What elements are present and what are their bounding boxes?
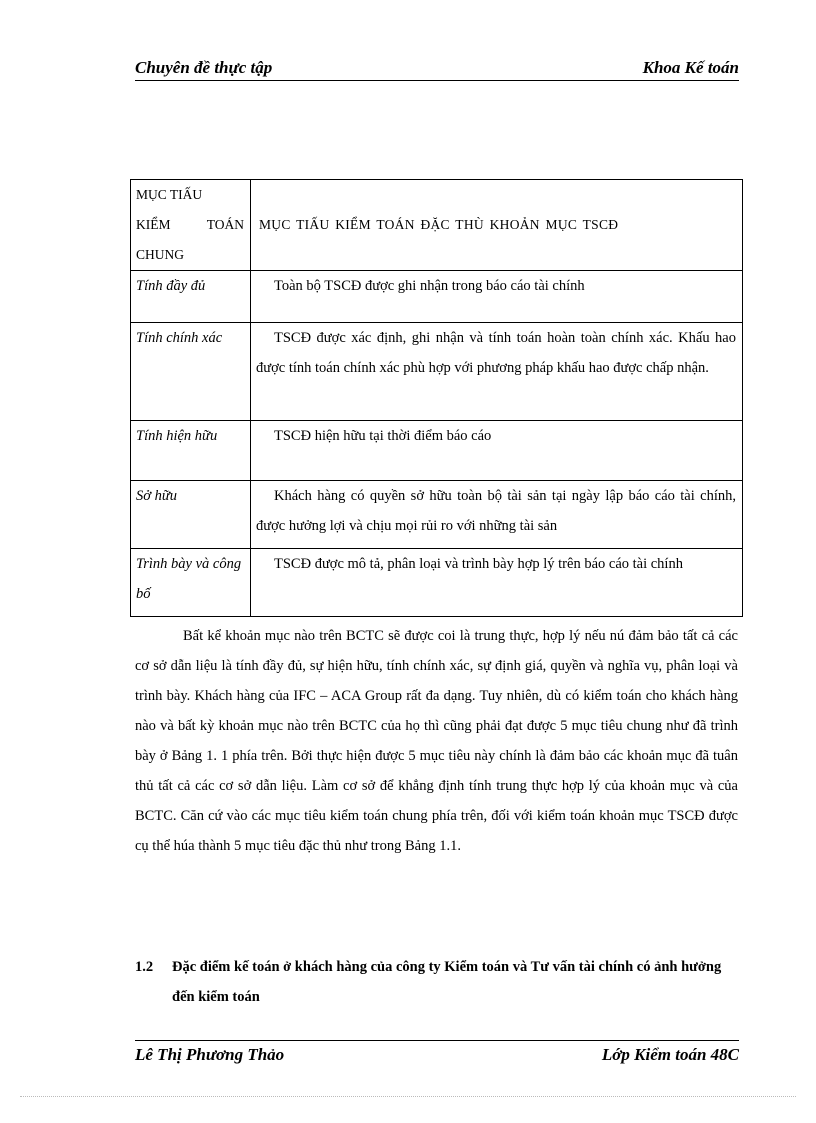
table-row <box>131 271 743 323</box>
page-footer <box>135 1040 739 1067</box>
row-description: TSCĐ được xác định, ghi nhận và tính toán hoàn toàn chính xác. Khấu hao được tính toán chính xác phù hợp với phương pháp khấu hao được chấp nhận. <box>251 323 743 421</box>
header-left-line: KIỂM TOÁN <box>136 217 244 232</box>
audit-objectives-table <box>130 179 743 617</box>
header-right-title: Khoa Kế toán <box>642 58 739 77</box>
table-row <box>131 549 743 617</box>
header-cell-specific-objectives: MỤC TIẤU KIỂM TOÁN ĐẶC THÙ KHOẢN MỤC TSCĐ <box>251 180 743 271</box>
header-left-title: Chuyên đề thực tập <box>135 58 273 77</box>
table-row <box>131 481 743 549</box>
header-cell-general-objectives <box>131 180 251 271</box>
page-header <box>135 58 739 81</box>
section-heading <box>135 952 735 1012</box>
header-left-line: CHUNG <box>136 247 185 262</box>
row-criterion: Tính chính xác <box>131 323 251 421</box>
row-description: Khách hàng có quyền sở hữu toàn bộ tài sản tại ngày lập báo cáo tài chính, được hưởng lợi và chịu mọi rủi ro với những tài sản <box>251 481 743 549</box>
row-criterion: Tính đầy đủ <box>131 271 251 323</box>
body-paragraph: Bất kể khoản mục nào trên BCTC sẽ được coi là trung thực, hợp lý nếu nú đảm bảo tất cả các cơ sở dẫn liệu là tính đầy đủ, sự hiện hữu, tính chính xác, sự định giá, quyền và nghĩa vụ, phân loại và trình bày. Khách hàng của IFC – ACA Group rất đa dạng. Tuy nhiên, dù có kiểm toán cho khách hàng nào và bất kỳ khoản mục nào trên BCTC của họ thì cũng phải đạt được 5 mục tiêu chung như đã trình bày ở Bảng 1. 1 phía trên. Bởi thực hiện được 5 mục tiêu này chính là đảm bảo các khoản mục đã tuân thủ tất cả các cơ sở dẫn liệu. Làm cơ sở để khẳng định tính trung thực hợp lý của khoản mục và của BCTC. Căn cứ vào các mục tiêu kiểm toán chung phía trên, đối với kiểm toán khoản mục TSCĐ được cụ thể húa thành 5 mục tiêu đặc thủ như trong Bảng 1.1. <box>135 628 738 854</box>
table-header-row <box>131 180 743 271</box>
row-description: TSCĐ hiện hữu tại thời điểm báo cáo <box>251 421 743 481</box>
header-left-line: MỤC TIẤU <box>136 187 203 202</box>
table-row <box>131 421 743 481</box>
footer-class: Lớp Kiểm toán 48C <box>601 1045 739 1064</box>
footer-author: Lê Thị Phương Thảo <box>135 1045 285 1064</box>
section-title: Đặc điểm kế toán ở khách hàng của công ty Kiểm toán và Tư vấn tài chính có ảnh hưởng đến kiểm toán <box>172 959 722 1005</box>
row-description: TSCĐ được mô tả, phân loại và trình bày hợp lý trên báo cáo tài chính <box>251 549 743 617</box>
row-description: Toàn bộ TSCĐ được ghi nhận trong báo cáo tài chính <box>251 271 743 323</box>
row-criterion: Trình bày và công bố <box>131 549 251 617</box>
table-row <box>131 323 743 421</box>
row-criterion: Tính hiện hữu <box>131 421 251 481</box>
section-number: 1.2 <box>135 959 154 975</box>
row-criterion: Sở hữu <box>131 481 251 549</box>
page-edge <box>20 1096 796 1097</box>
